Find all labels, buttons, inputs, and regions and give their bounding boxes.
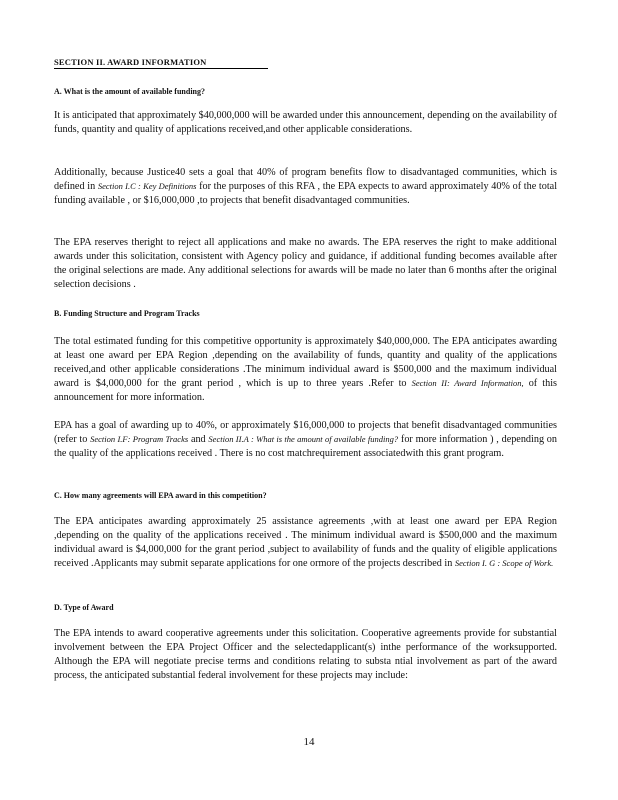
paragraph-a2-text1: Additionally, because Justice40 sets a goal that 40% of program benefits flow to disadvantaged communities, which is defined in [54,167,557,192]
reference-key-definitions: Section I.C : Key Definitions [97,180,197,191]
paragraph-a2-text2: for the purposes of this RFA , the EPA expects to award approximately 40% of the total funding available , or $16,000,000 ,to projects that benefit disadvantaged communities. [54,180,558,206]
paragraph-b2-text1: EPA has a goal of awarding up to 40%, or approximately $16,000,000 to projects that benefit disadvantaged communities (refer to [54,420,557,445]
paragraph-b2 [54,419,557,461]
reference-scope-of-work: Section I. G : Scope of Work. [454,557,554,568]
heading-c: C. How many agreements will EPA award in this competition? [54,491,267,500]
paragraph-b2-text2: for more information ) , depending on the quality of the applications received . There is no cost matchrequirement associatedwith this grant program. [54,433,557,459]
section-title: SECTION II. AWARD INFORMATION [54,57,268,69]
heading-a: A. What is the amount of available funding? [54,87,205,96]
paragraph-b1-text2: of this announcement for more information. [54,377,558,403]
reference-program-tracks: Section I.F: Program Tracks [90,433,189,444]
paragraph-c1-text1: The EPA anticipates awarding approximately 25 assistance agreements ,with at least one award per EPA Region ,depending on the quality of the applications received . The minimum individual award is $500,000 and the maximum individual award is $4,000,000 for the grant period ,subject to availability of funds and the quality of eligible applications received .Applicants may submit separate applications for one ormore of the projects described in [54,516,557,569]
paragraph-a1: It is anticipated that approximately $40,000,000 will be awarded under this announcement, depending on the availability of funds, quantity and quality of applications received,and other applicable considerations. [54,110,557,135]
reference-award-information: Section II: Award Information, [411,377,524,388]
paragraph-b1-text1: The total estimated funding for this competitive opportunity is approximately $40,000,000. The EPA anticipates awarding at least one award per EPA Region ,depending on the availability of funds, quantity and quality of the applications received,and other applicable considerations .The minimum individual award is $500,000 and the maximum individual award is $4,000,000 for the grant period , which is up to three years .Refer to [54,336,557,389]
paragraph-c1 [54,515,557,571]
heading-b: B. Funding Structure and Program Tracks [54,309,200,318]
paragraph-d1: The EPA intends to award cooperative agreements under this solicitation. Cooperative agreements provide for substantial involvement between the EPA Project Officer and the selectedapplicant(s) inthe performance of the worksupported. Although the EPA will negotiate precise terms and conditions relating to substa ntial involvement as part of the award process, the anticipated substantial federal involvement for these projects may include: [54,628,557,681]
page-number: 14 [303,736,315,748]
paragraph-b2-and: and [190,433,206,445]
reference-available-funding: Section II.A : What is the amount of available funding? [208,433,399,444]
paragraph-b1 [54,335,557,405]
heading-d: D. Type of Award [54,603,114,612]
paragraph-a2 [54,166,557,208]
paragraph-a3: The EPA reserves theright to reject all applications and make no awards. The EPA reserves the right to make additional awards under this solicitation, consistent with Agency policy and guidance, if additional funding becomes available after the original selections are made. Any additional selections for awards will be made no later than 6 months after the original selection decisions . [54,237,557,290]
